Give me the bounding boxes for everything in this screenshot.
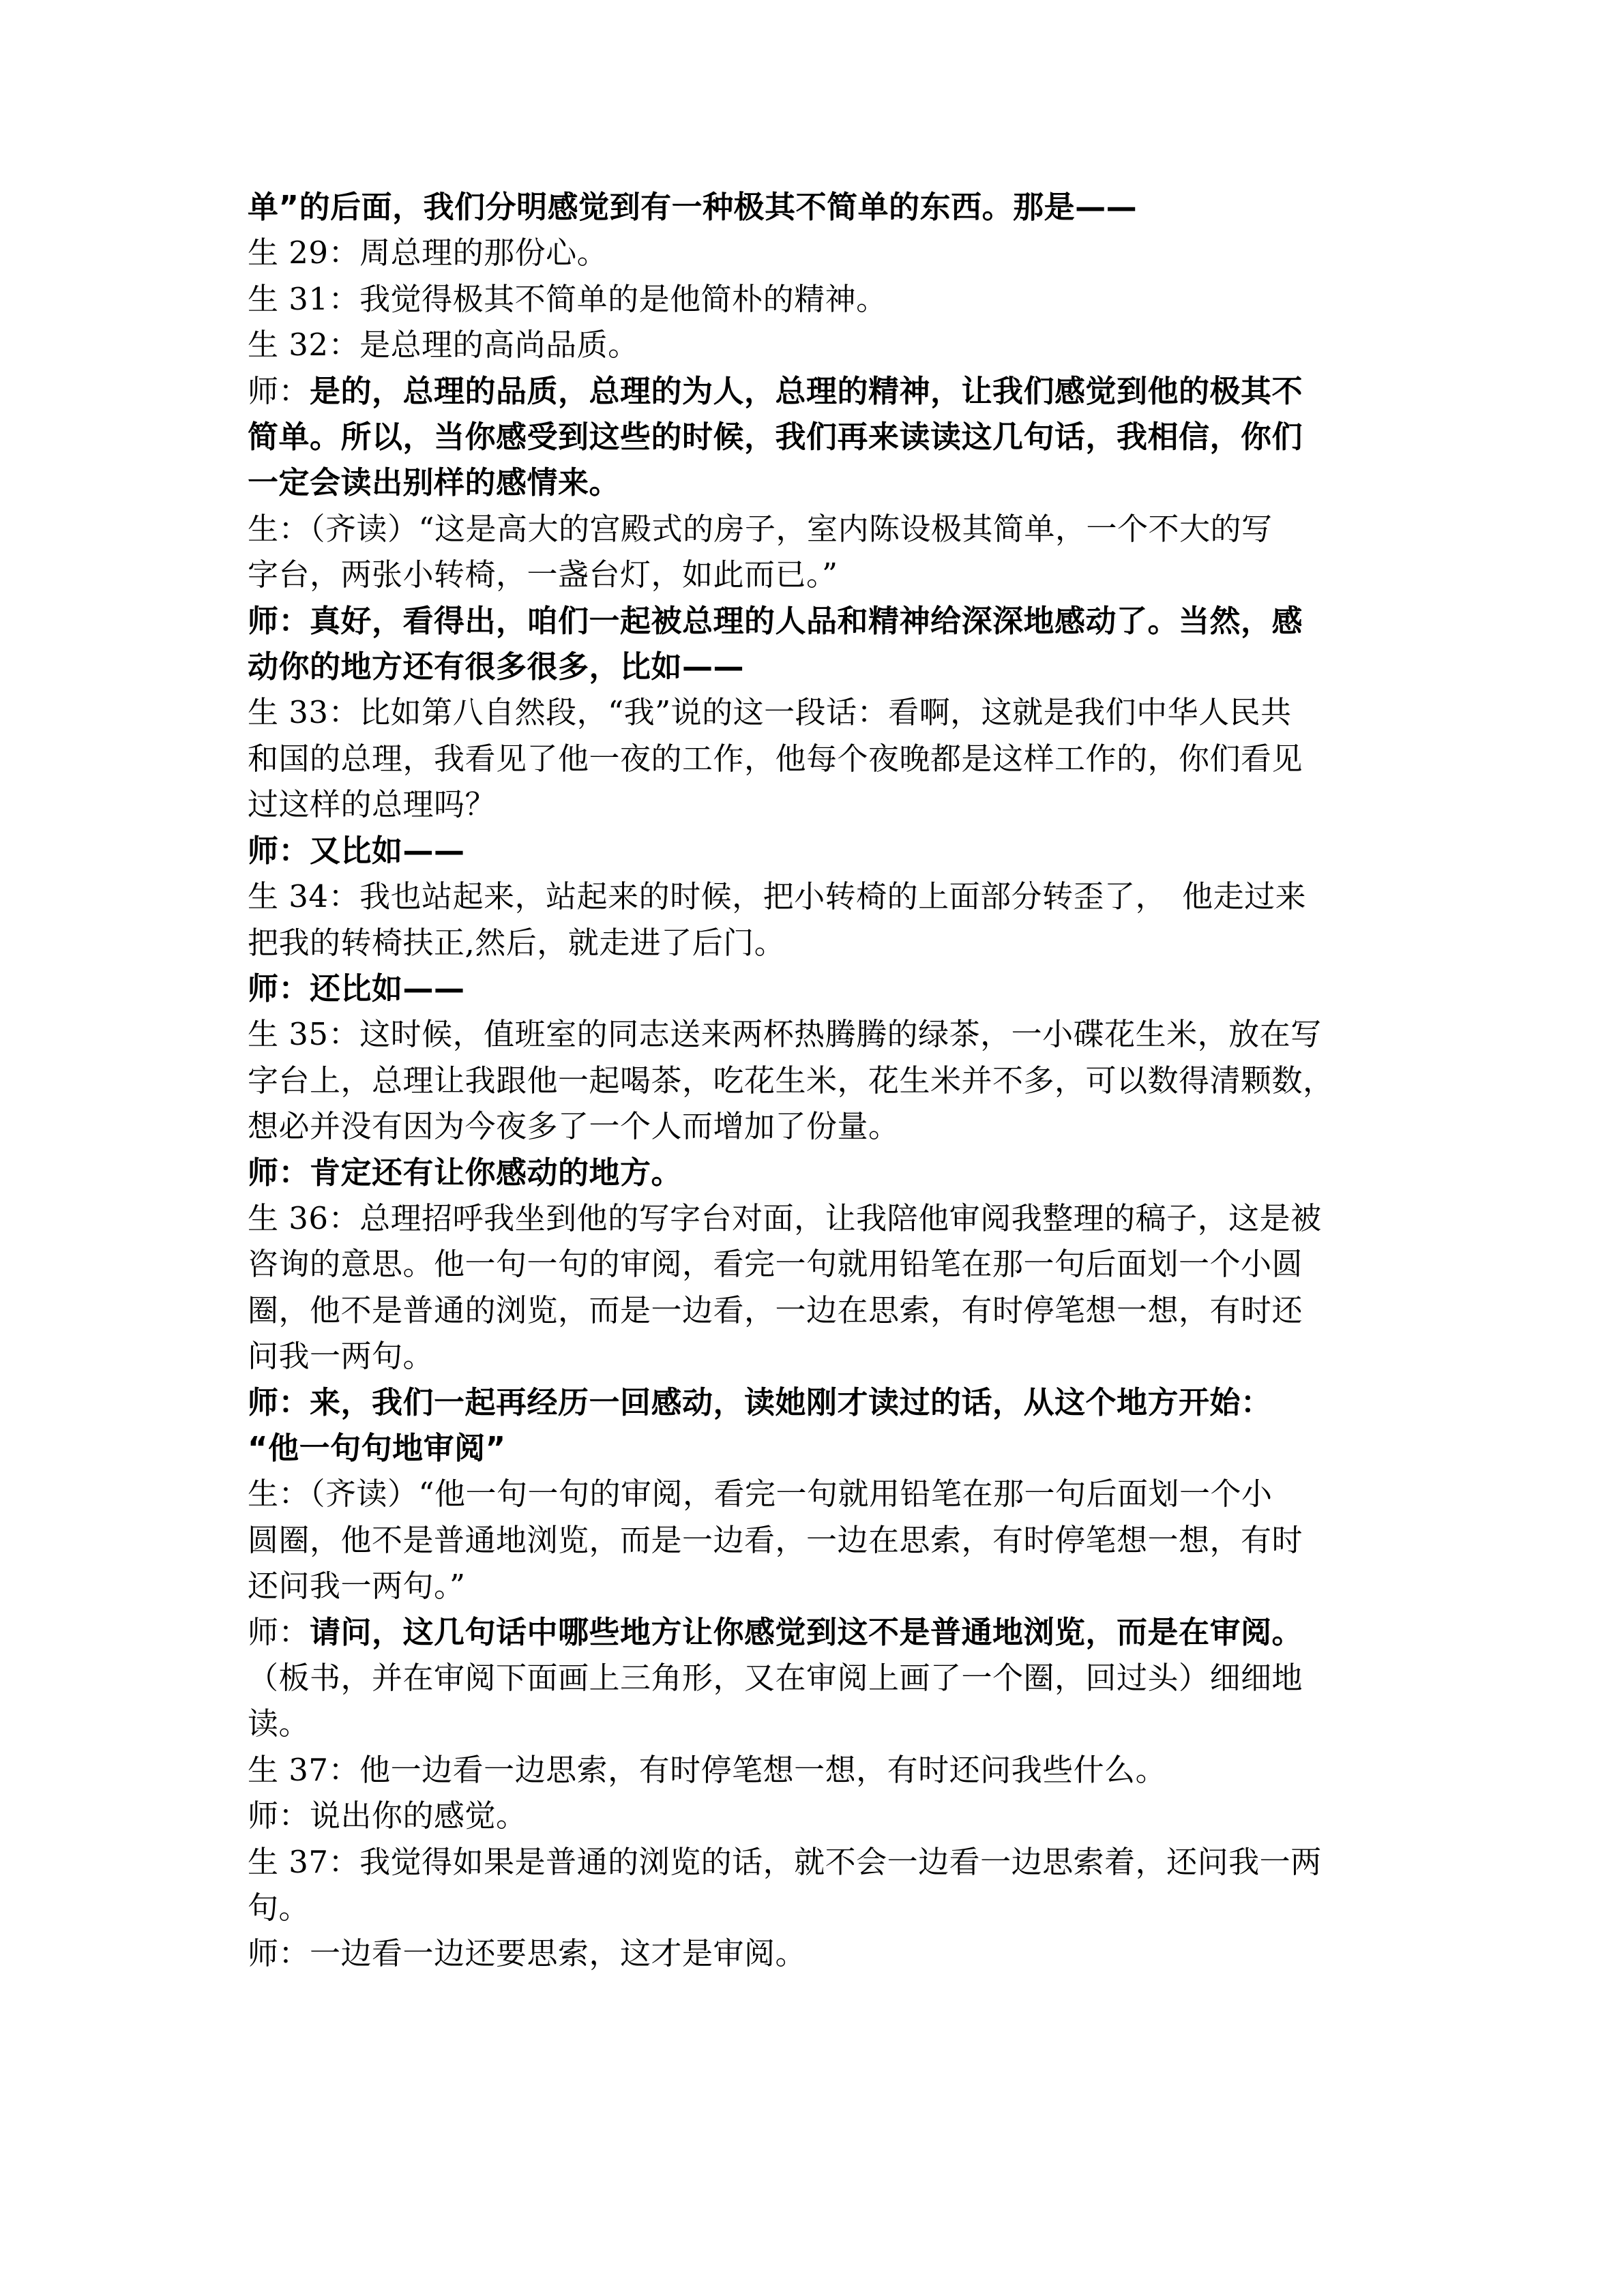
text-run: 和国的总理，我看见了他一夜的工作，他每个夜晚都是这样工作的，你们看见 (248, 740, 1303, 777)
text-run: 师： (248, 1613, 310, 1650)
text-run: 句。 (248, 1890, 310, 1926)
text-line (248, 1287, 1380, 1333)
text-line (248, 184, 1380, 230)
text-run: 把我的转椅扶正,然后，就走进了后门。 (248, 924, 786, 961)
text-line (248, 1517, 1380, 1563)
bold-text-run: 请问，这几句话中哪些地方让你感觉到这不是普通地浏览，而是在审阅。 (310, 1613, 1303, 1650)
text-line (248, 1011, 1380, 1057)
bold-text-run: 师：肯定还有让你感动的地方。 (248, 1154, 683, 1191)
text-line (248, 1333, 1380, 1379)
text-run: 生：（齐读）“他一句一句的审阅，看完一句就用铅笔在那一句后面划一个小 (248, 1476, 1273, 1512)
text-line (248, 322, 1380, 368)
bold-text-run: 单”的后面，我们分明感觉到有一种极其不简单的东西。那是—— (248, 189, 1138, 225)
text-line (248, 460, 1380, 505)
text-run: 师：说出你的感觉。 (248, 1798, 527, 1834)
text-run: 生 36：总理招呼我坐到他的写字台对面，让我陪他审阅我整理的稿子，这是被 (248, 1199, 1322, 1236)
text-run: 过这样的总理吗？ (248, 786, 497, 823)
text-line (248, 1839, 1380, 1885)
text-line (248, 230, 1380, 275)
text-run: 生 34：我也站起来，站起来的时候，把小转椅的上面部分转歪了， 他走过来 (248, 878, 1307, 915)
text-line (248, 1793, 1380, 1838)
text-line (248, 1425, 1380, 1471)
text-line (248, 598, 1380, 644)
text-run: 读。 (248, 1705, 310, 1742)
bold-text-run: 简单。所以，当你感受到这些的时候，我们再来读读这几句话，我相信，你们 (248, 419, 1303, 456)
text-run: 生 29：周总理的那份心。 (248, 235, 608, 271)
text-run: 师： (248, 372, 310, 409)
text-run: 生：（齐读）“这是高大的宫殿式的房子，室内陈设极其简单，一个不大的写 (248, 510, 1273, 547)
text-run: 圈，他不是普通的浏览，而是一边看，一边在思索，有时停笔想一想，有时还 (248, 1292, 1303, 1328)
bold-text-run: “他一句句地审阅” (248, 1429, 506, 1466)
text-line (248, 1103, 1380, 1149)
text-run: 生 37：我觉得如果是普通的浏览的话，就不会一边看一边思索着，还问我一两 (248, 1843, 1322, 1880)
text-run: 咨询的意思。他一句一句的审阅，看完一句就用铅笔在那一句后面划一个小圆 (248, 1246, 1303, 1283)
bold-text-run: 是的，总理的品质，总理的为人，总理的精神，让我们感觉到他的极其不 (310, 372, 1303, 409)
text-line (248, 689, 1380, 735)
text-line (248, 1380, 1380, 1425)
text-line (248, 552, 1380, 597)
text-line (248, 1885, 1380, 1930)
text-line (248, 1150, 1380, 1195)
text-line (248, 644, 1380, 689)
text-line (248, 828, 1380, 874)
text-line (248, 1930, 1380, 1976)
text-line (248, 781, 1380, 827)
text-run: 想必并没有因为今夜多了一个人而增加了份量。 (248, 1108, 900, 1145)
text-line (248, 1563, 1380, 1609)
text-run: 圆圈，他不是普通地浏览，而是一边看，一边在思索，有时停笔想一想，有时 (248, 1521, 1303, 1558)
text-run: 生 33：比如第八自然段，“我”说的这一段话：看啊，这就是我们中华人民共 (248, 694, 1292, 731)
text-line (248, 1701, 1380, 1746)
text-run: 生 35：这时候，值班室的同志送来两杯热腾腾的绿茶，一小碟花生米，放在写 (248, 1016, 1322, 1053)
text-line (248, 414, 1380, 460)
text-run: 还问我一两句。” (248, 1568, 466, 1605)
text-line (248, 1655, 1380, 1701)
text-line (248, 1195, 1380, 1241)
document-page (248, 184, 1380, 1977)
text-line (248, 1609, 1380, 1655)
text-line (248, 276, 1380, 322)
bold-text-run: 师：真好，看得出，咱们一起被总理的人品和精神给深深地感动了。当然，感 (248, 602, 1303, 639)
text-run: 生 32：是总理的高尚品质。 (248, 327, 639, 363)
text-line (248, 506, 1380, 552)
text-run: （板书，并在审阅下面画上三角形，又在审阅上画了一个圈，回过头）细细地 (248, 1660, 1303, 1696)
text-line (248, 874, 1380, 919)
text-line (248, 1058, 1380, 1103)
text-run: 生 37：他一边看一边思索，有时停笔想一想，有时还问我些什么。 (248, 1751, 1167, 1788)
text-run: 字台，两张小转椅，一盏台灯，如此而已。” (248, 556, 838, 593)
text-run: 师：一边看一边还要思索，这才是审阅。 (248, 1935, 807, 1972)
text-run: 生 31：我觉得极其不简单的是他简朴的精神。 (248, 280, 887, 317)
bold-text-run: 师：还比如—— (248, 970, 465, 1007)
text-line (248, 1241, 1380, 1287)
bold-text-run: 师：又比如—— (248, 832, 465, 869)
bold-text-run: 动你的地方还有很多很多，比如—— (248, 648, 745, 685)
text-run: 字台上，总理让我跟他一起喝茶，吃花生米，花生米并不多，可以数得清颗数， (248, 1062, 1334, 1099)
bold-text-run: 师：来，我们一起再经历一回感动，读她刚才读过的话，从这个地方开始： (248, 1384, 1272, 1420)
text-line (248, 736, 1380, 781)
text-line (248, 966, 1380, 1011)
text-line (248, 920, 1380, 966)
bold-text-run: 一定会读出别样的感情来。 (248, 464, 621, 501)
text-line (248, 368, 1380, 414)
text-line (248, 1747, 1380, 1793)
text-line (248, 1471, 1380, 1517)
text-run: 问我一两句。 (248, 1338, 434, 1375)
